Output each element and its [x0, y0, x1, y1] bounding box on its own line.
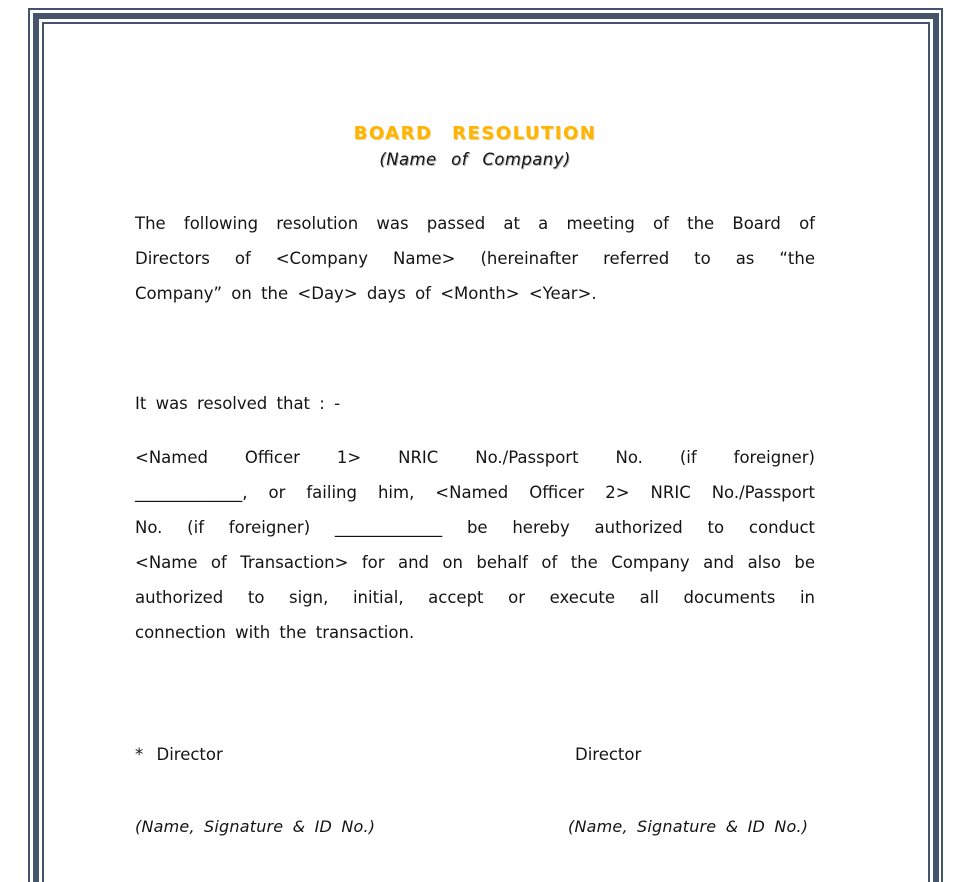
signature-role-row	[135, 744, 815, 766]
paragraph-resolution-preamble	[135, 206, 815, 311]
paragraph-authorization	[135, 440, 815, 650]
text-line: Directors of <Company Name> (hereinafter referred to as “the	[135, 249, 815, 268]
text-line: authorized to sign, initial, accept or execute all documents in	[135, 588, 815, 607]
text-line: The following resolution was passed at a meeting of the Board of	[135, 214, 815, 233]
document-body	[135, 0, 815, 882]
signature-caption-left: (Name, Signature & ID No.)	[135, 817, 376, 836]
text-line: connection with the transaction.	[135, 623, 415, 642]
text-line: <Name of Transaction> for and on behalf of the Company and also be	[135, 553, 815, 572]
signature-caption-right: (Name, Signature & ID No.)	[568, 817, 809, 836]
text-line: Company” on the <Day> days of <Month> <Year>.	[135, 284, 597, 303]
signature-caption-row	[135, 816, 815, 838]
company-name-subtitle: (Name of Company)	[379, 150, 571, 169]
resolved-statement: It was resolved that : -	[135, 394, 341, 413]
text-line: _____________, or failing him, <Named Officer 2> NRIC No./Passport	[135, 483, 815, 502]
text-line: No. (if foreigner) _____________ be hereby authorized to conduct	[135, 518, 815, 537]
text-line: <Named Officer 1> NRIC No./Passport No. (if foreigner)	[135, 448, 815, 467]
document-title: BOARD RESOLUTION	[353, 123, 597, 144]
director-signature-right-label: Director	[575, 745, 642, 764]
director-signature-left-label: * Director	[135, 745, 223, 764]
